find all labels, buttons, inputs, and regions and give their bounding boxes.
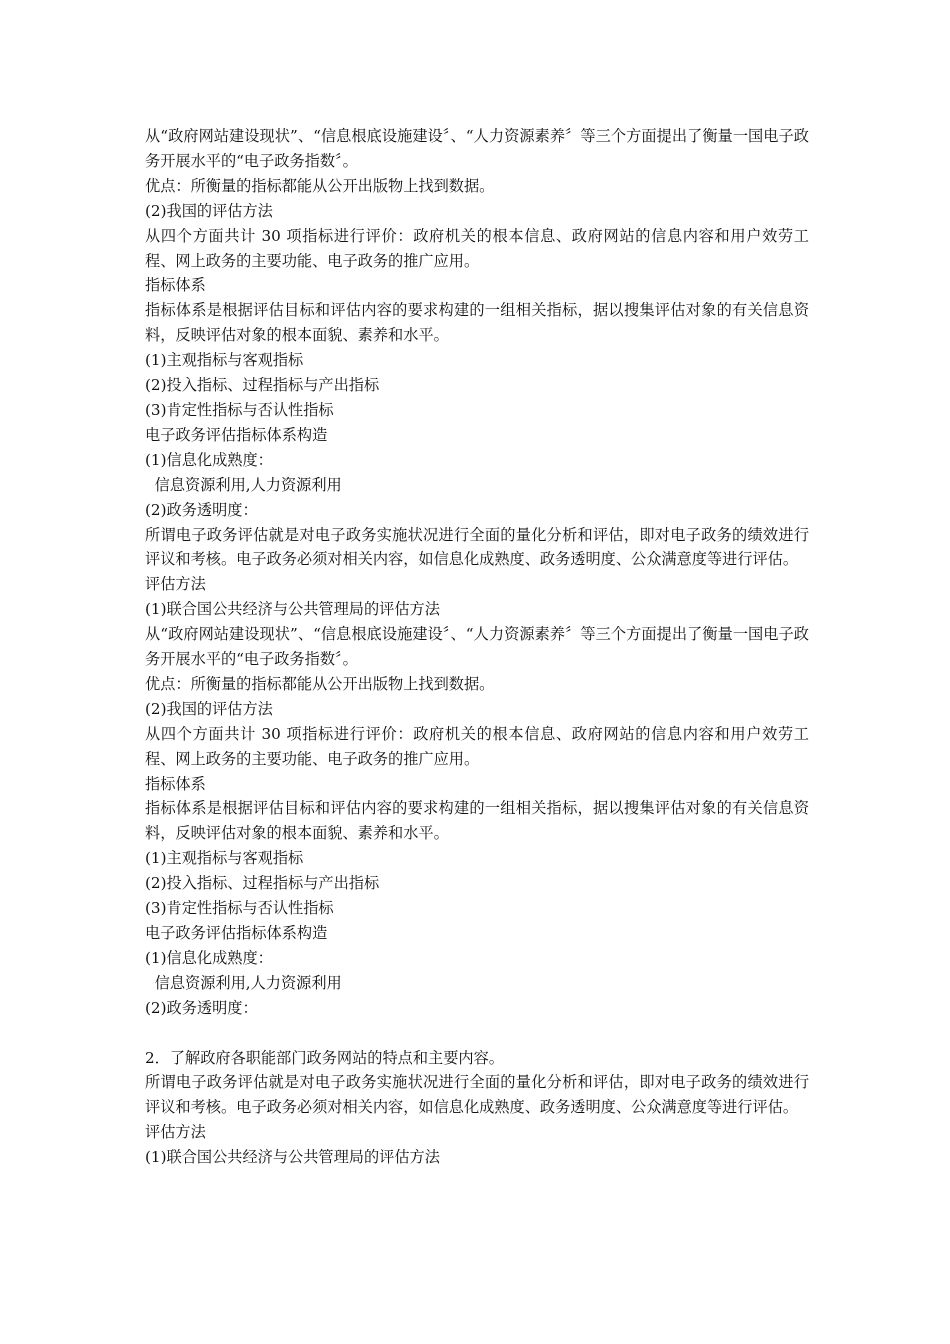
paragraph: (3)肯定性指标与否认性指标 <box>145 899 334 918</box>
paragraph: 从“政府网站建设现状”、“信息根底设施建设〞、“人力资源素养〞等三个方面提出了衡量一国电子政务开展水平的“电子政务指数〞。 <box>145 127 809 170</box>
paragraph: 优点：所衡量的指标都能从公开出版物上找到数据。 <box>145 176 495 195</box>
paragraph: 优点：所衡量的指标都能从公开出版物上找到数据。 <box>145 674 495 693</box>
paragraph: (2)我国的评估方法 <box>145 201 273 220</box>
paragraph: (1)信息化成熟度： <box>145 450 273 469</box>
paragraph: 指标体系 <box>145 276 206 295</box>
blank-line <box>145 1021 809 1046</box>
paragraph: 指标体系是根据评估目标和评估内容的要求构建的一组相关指标，据以搜集评估对象的有关信息资料，反映评估对象的根本面貌、素养和水平。 <box>145 799 809 843</box>
paragraph: 评估方法 <box>145 1123 206 1142</box>
paragraph: 电子政务评估指标体系构造 <box>145 924 328 942</box>
paragraph: 信息资源利用,人力资源利用 <box>145 475 342 494</box>
paragraph: (1)联合国公共经济与公共管理局的评估方法 <box>145 600 440 619</box>
paragraph: (2)政务透明度： <box>145 998 258 1017</box>
paragraph: 2．了解政府各职能部门政务网站的特点和主要内容。 <box>145 1048 504 1067</box>
paragraph: (2)投入指标、过程指标与产出指标 <box>145 376 380 395</box>
paragraph: 所谓电子政务评估就是对电子政务实施状况进行全面的量化分析和评估，即对电子政务的绩效进行评议和考核。电子政务必须对相关内容，如信息化成熟度、政务透明度、公众满意度等进行评估。 <box>145 525 809 569</box>
paragraph: (2)政务透明度： <box>145 500 258 519</box>
paragraph: (1)联合国公共经济与公共管理局的评估方法 <box>145 1148 440 1167</box>
paragraph: 所谓电子政务评估就是对电子政务实施状况进行全面的量化分析和评估，即对电子政务的绩效进行评议和考核。电子政务必须对相关内容，如信息化成熟度、政务透明度、公众满意度等进行评估。 <box>145 1073 809 1117</box>
paragraph: (2)我国的评估方法 <box>145 699 273 718</box>
paragraph: 信息资源利用,人力资源利用 <box>145 973 342 992</box>
paragraph: 从“政府网站建设现状”、“信息根底设施建设〞、“人力资源素养〞等三个方面提出了衡量一国电子政务开展水平的“电子政务指数〞。 <box>145 625 809 669</box>
paragraph: (1)主观指标与客观指标 <box>145 351 304 370</box>
paragraph: 从四个方面共计 30 项指标进行评价：政府机关的根本信息、政府网站的信息内容和用户效劳工程、网上政务的主要功能、电子政务的推广应用。 <box>145 724 809 768</box>
paragraph: 指标体系 <box>145 774 206 793</box>
paragraph: (3)肯定性指标与否认性指标 <box>145 400 334 419</box>
paragraph: 从四个方面共计 30 项指标进行评价：政府机关的根本信息、政府网站的信息内容和用户效劳工程、网上政务的主要功能、电子政务的推广应用。 <box>145 226 809 270</box>
paragraph: 评估方法 <box>145 575 206 594</box>
paragraph: 电子政务评估指标体系构造 <box>145 425 328 444</box>
paragraph: 指标体系是根据评估目标和评估内容的要求构建的一组相关指标，据以搜集评估对象的有关信息资料，反映评估对象的根本面貌、素养和水平。 <box>145 301 809 345</box>
paragraph: (1)主观指标与客观指标 <box>145 849 304 868</box>
paragraph: (2)投入指标、过程指标与产出指标 <box>145 874 380 893</box>
document-page <box>145 124 809 1170</box>
paragraph: (1)信息化成熟度： <box>145 948 273 967</box>
